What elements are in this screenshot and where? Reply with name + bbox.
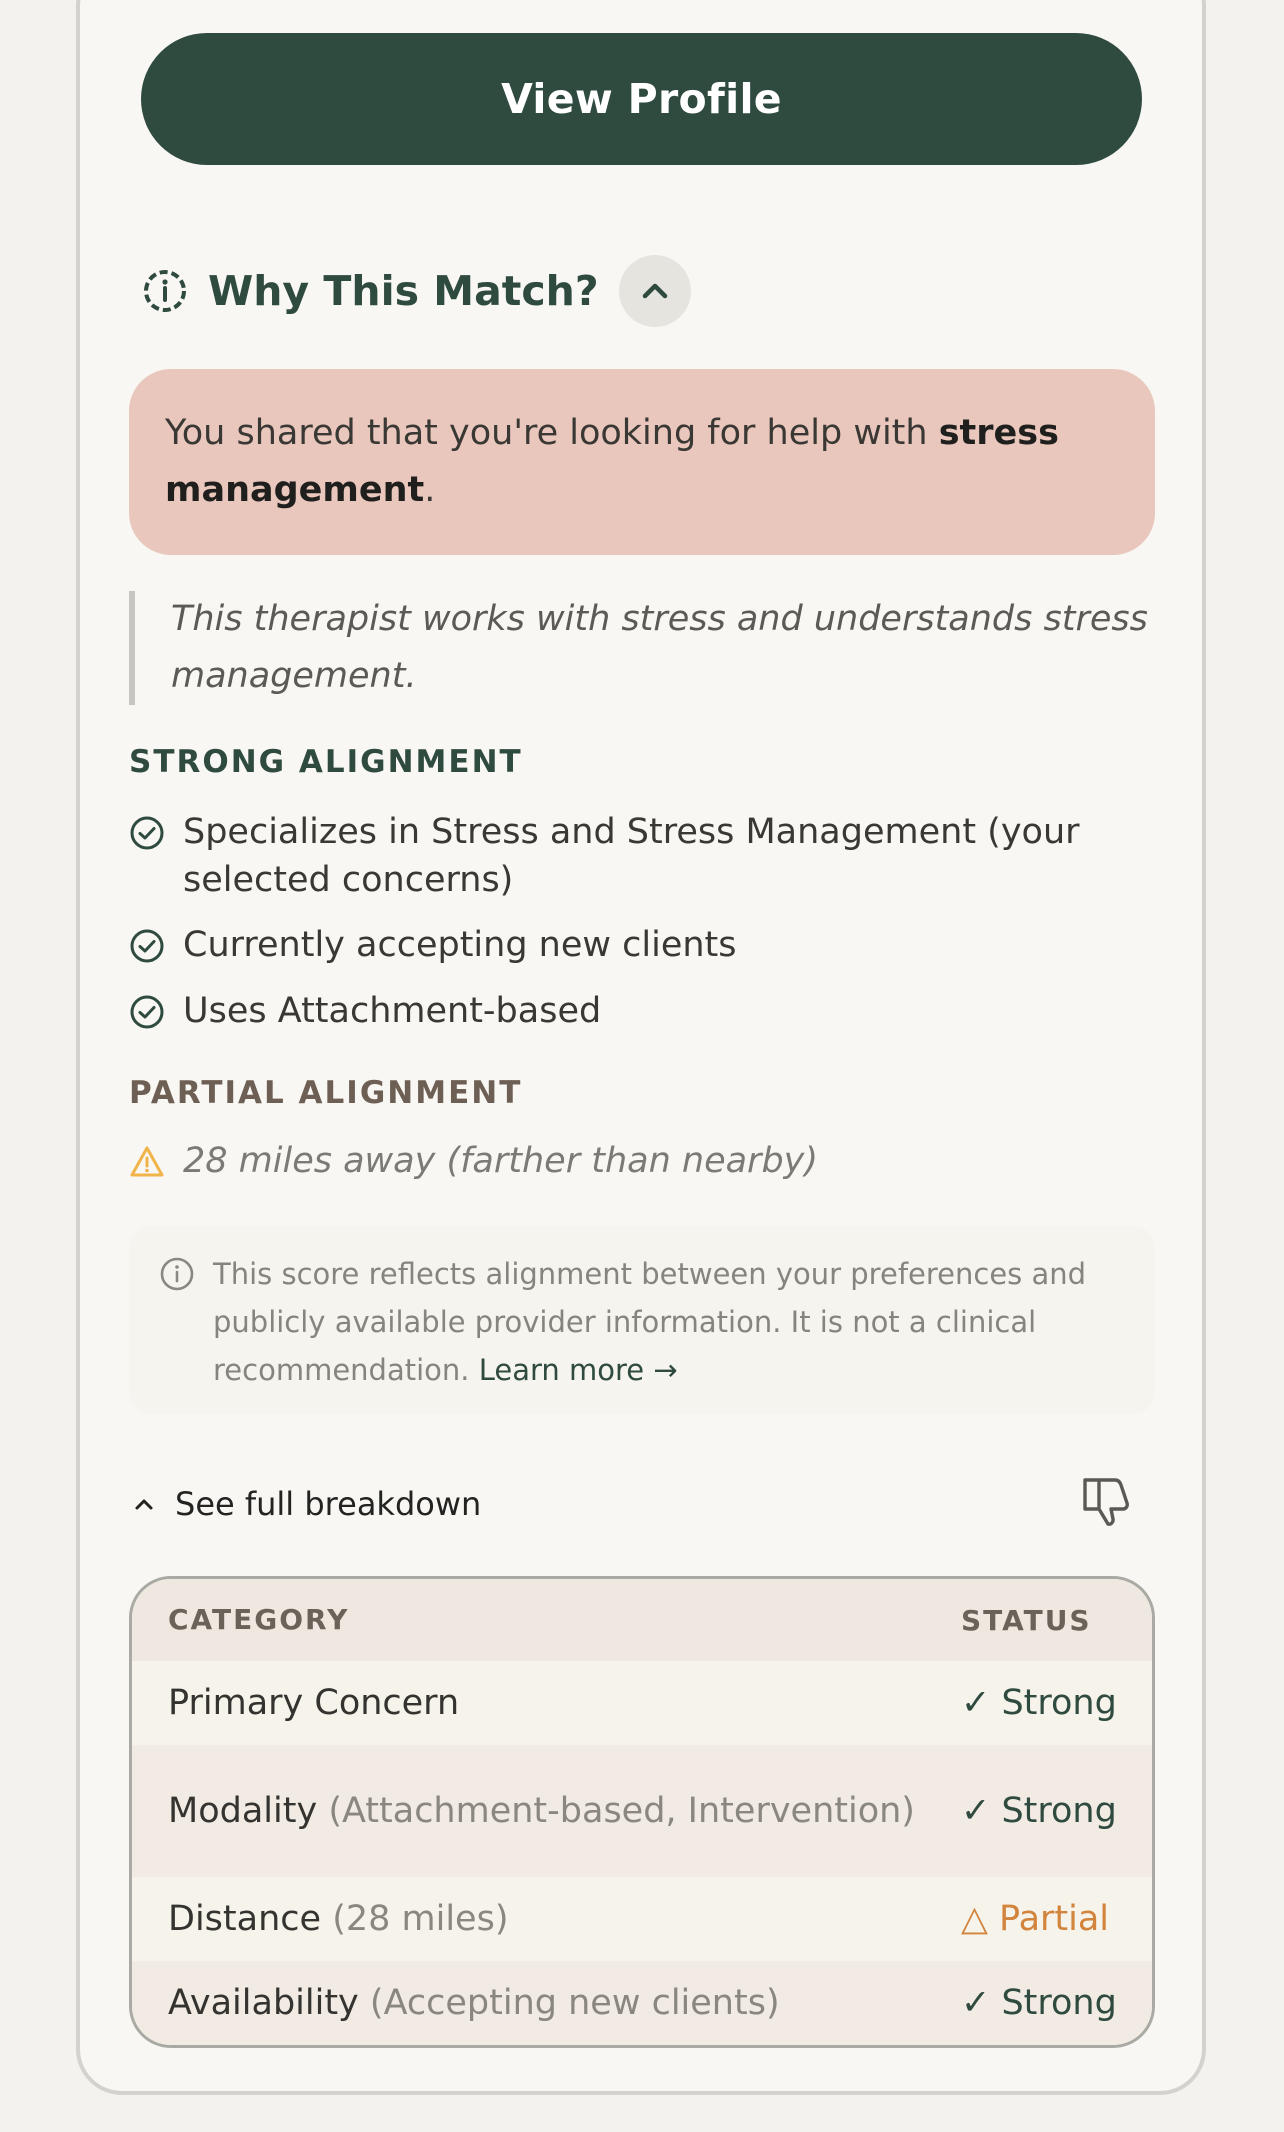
row-status: △ Partial <box>961 1899 1110 1939</box>
partial-alignment-text: 28 miles away (farther than nearby) <box>183 1141 819 1181</box>
row-category <box>168 1979 961 2027</box>
breakdown-toggle-row <box>129 1476 1155 1532</box>
therapist-quote: This therapist works with stress and understands stress management. <box>129 591 1155 705</box>
category-name: Primary Concern <box>168 1683 460 1723</box>
category-detail: (28 miles) <box>332 1899 509 1939</box>
info-icon <box>141 267 189 315</box>
why-match-header[interactable] <box>141 255 691 327</box>
table-row <box>132 1877 1152 1961</box>
row-category <box>168 1787 961 1835</box>
strong-alignment-text: Currently accepting new clients <box>183 925 737 965</box>
row-status: ✓ Strong <box>961 1683 1117 1723</box>
info-icon <box>159 1256 195 1292</box>
chevron-up-icon <box>638 274 672 308</box>
strong-alignment-item <box>129 808 1129 904</box>
callout-suffix: . <box>424 470 436 510</box>
category-detail: (Accepting new clients) <box>369 1983 780 2023</box>
check-circle-icon <box>129 928 165 964</box>
check-circle-icon <box>129 994 165 1030</box>
strong-alignment-text: Uses Attachment-based <box>183 991 602 1031</box>
view-profile-button[interactable]: View Profile <box>141 33 1142 165</box>
see-full-breakdown-toggle[interactable] <box>129 1485 481 1523</box>
why-match-title: Why This Match? <box>208 267 599 315</box>
strong-alignment-text: Specializes in Stress and Stress Management (your selected concerns) <box>183 812 1080 900</box>
table-row <box>132 1961 1152 2045</box>
table-row <box>132 1661 1152 1745</box>
partial-alignment-item <box>129 1137 1129 1185</box>
thumbs-down-icon[interactable] <box>1077 1472 1137 1532</box>
concern-callout <box>129 369 1155 555</box>
row-status: ✓ Strong <box>961 1791 1117 1831</box>
callout-text: You shared that you're looking for help with <box>165 413 939 453</box>
learn-more-link[interactable]: Learn more → <box>478 1353 678 1387</box>
column-header-status: STATUS <box>961 1603 1092 1637</box>
table-header-row <box>132 1579 1152 1661</box>
breakdown-table <box>129 1576 1155 2048</box>
warning-triangle-icon <box>129 1144 165 1180</box>
strong-alignment-item <box>129 987 1129 1035</box>
collapse-why-match-button[interactable] <box>619 255 691 327</box>
disclaimer-text: This score reflects alignment between your preferences and publicly available provider information. It is not a clinical recommendation. <box>213 1257 1087 1387</box>
strong-alignment-item <box>129 921 1129 969</box>
category-name: Availability <box>168 1983 359 2023</box>
row-category <box>168 1679 961 1727</box>
category-detail: (Attachment-based, Intervention) <box>328 1791 915 1831</box>
strong-alignment-label: STRONG ALIGNMENT <box>129 744 523 780</box>
category-name: Modality <box>168 1791 318 1831</box>
row-status: ✓ Strong <box>961 1983 1117 2023</box>
row-category <box>168 1895 961 1943</box>
callout-concern: stress management <box>165 413 1059 510</box>
score-disclaimer <box>129 1226 1155 1414</box>
table-row <box>132 1745 1152 1877</box>
category-name: Distance <box>168 1899 322 1939</box>
chevron-up-icon <box>129 1489 159 1519</box>
column-header-category: CATEGORY <box>168 1603 350 1636</box>
check-circle-icon <box>129 815 165 851</box>
breakdown-toggle-label: See full breakdown <box>175 1485 482 1523</box>
partial-alignment-label: PARTIAL ALIGNMENT <box>129 1075 523 1111</box>
